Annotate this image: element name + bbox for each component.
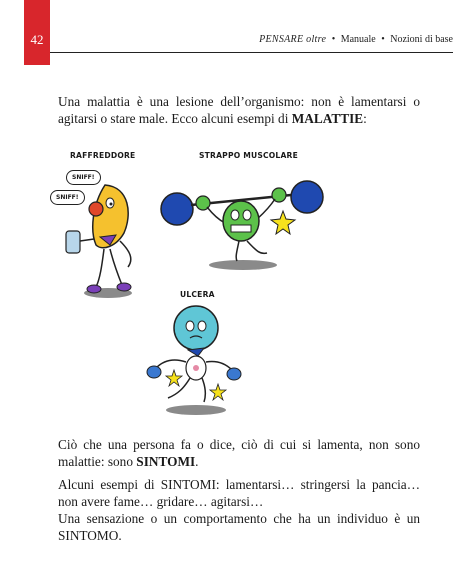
running-head bbox=[259, 34, 453, 45]
ulcer-label: ULCERA bbox=[180, 290, 215, 299]
symptoms-emphasis: SINTOMI bbox=[136, 454, 196, 469]
intro-paragraph bbox=[58, 93, 420, 127]
ulcer-character-illustration bbox=[140, 298, 250, 418]
examples-paragraph: Alcuni esempi di SINTOMI: lamentarsi… stringersi la pancia… non avere fame… gridare… agitarsi… bbox=[58, 477, 420, 509]
separator-dot: • bbox=[381, 34, 385, 45]
symptoms-paragraph bbox=[58, 436, 420, 470]
symptoms-end: . bbox=[195, 454, 199, 469]
intro-emphasis: MALATTIE bbox=[291, 111, 364, 126]
cold-label: RAFFREDDORE bbox=[70, 151, 136, 160]
sniff-bubble-top: SNIFF! bbox=[66, 170, 101, 185]
section-name: Manuale bbox=[340, 34, 376, 45]
symptoms-text: Ciò che una persona fa o dice, ciò di cui si lamenta, non sono malattie: sono bbox=[58, 437, 420, 469]
header-rule bbox=[50, 52, 453, 53]
strain-character-illustration bbox=[155, 165, 330, 275]
chapter-name: Nozioni di base bbox=[390, 34, 453, 45]
cold-character-illustration bbox=[50, 175, 160, 305]
definition-paragraph: Una sensazione o un comportamento che ha un individuo è un SINTOMO. bbox=[58, 511, 420, 543]
strain-label: STRAPPO MUSCOLARE bbox=[199, 151, 298, 160]
page-number-tab bbox=[24, 0, 50, 65]
sniff-bubble-bottom: SNIFF! bbox=[50, 190, 85, 205]
separator-dot: • bbox=[331, 34, 336, 45]
intro-end: : bbox=[363, 111, 367, 126]
book-title: PENSARE oltre bbox=[259, 34, 327, 45]
page-number: 42 bbox=[30, 32, 44, 47]
intro-text: Una malattia è una lesione dell’organismo: non è lamentarsi o agitarsi o stare male. Ecco alcuni esempi di bbox=[58, 94, 420, 126]
